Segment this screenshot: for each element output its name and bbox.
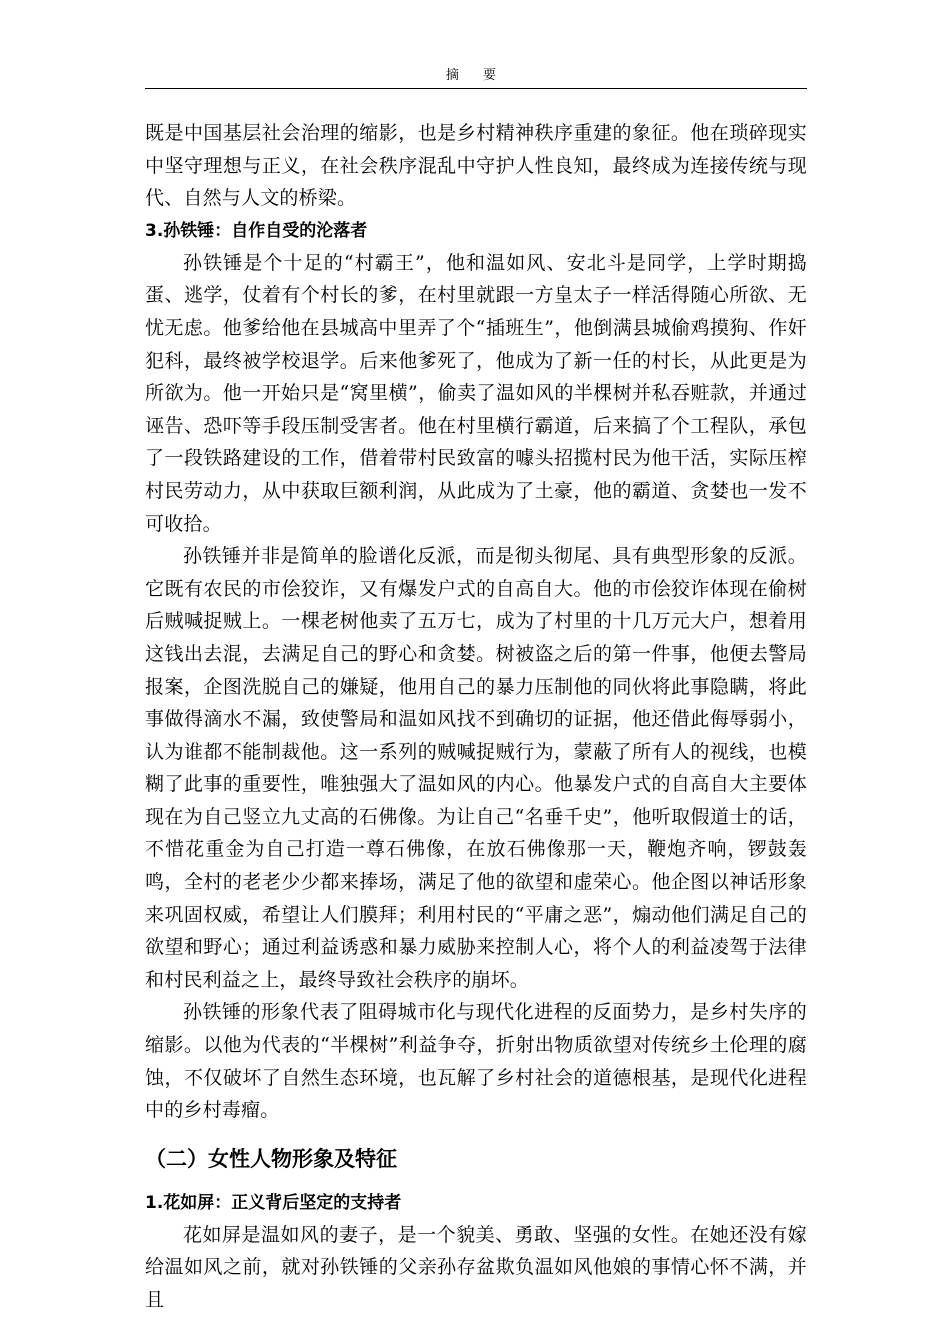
paragraph-sun-tiechui-2: 孙铁锤并非是简单的脸谱化反派，而是彻头彻尾、具有典型形象的反派。它既有农民的市侩狡诈，又有爆发户式的自高自大。他的市侩狡诈体现在偷树后贼喊捉贼上。一棵老树他卖了五万七，成为了村里的十几万元大户，想着用这钱出去混，去满足自己的野心和贪婪。树被盗之后的第一件事，他便去警局报案，企图洗脱自己的嫌疑，他用自己的暴力压制他的同伙将此事隐瞒，将此事做得滴水不漏，致使警局和温如风找不到确切的证据，他还借此侮辱弱小，认为谁都不能制裁他。这一系列的贼喊捉贼行为，蒙蔽了所有人的视线，也模糊了此事的重要性，唯独强大了温如风的内心。他暴发户式的自高自大主要体现在为自己竖立九丈高的石佛像。为让自己“名垂千史”，他听取假道士的话，不惜花重金为自己打造一尊石佛像，在放石佛像那一天，鞭炮齐响，锣鼓轰鸣，全村的老老少少都来捧场，满足了他的欲望和虚荣心。他企图以神话形象来巩固权威，希望让人们膜拜；利用村民的“平庸之恶”，煽动他们满足自己的欲望和野心；通过利益诱惑和暴力威胁来控制人心，将个人的利益凌驾于法律和村民利益之上，最终导致社会秩序的崩坏。: [145, 545, 807, 991]
subheading-sun-tiechui: 3.孙铁锤：自作自受的沦落者: [145, 220, 368, 241]
header-title: 摘 要: [445, 68, 507, 83]
paragraph-sun-tiechui-1: 孙铁锤是个十足的“村霸王”，他和温如风、安北斗是同学，上学时期捣蛋、逃学，仗着有个村长的爹，在村里就跟一方皇太子一样活得随心所欲、无忧无虑。他爹给他在县城高中里弄了个“插班生”，他倒满县城偷鸡摸狗、作奸犯科，最终被学校退学。后来他爹死了，他成为了新一任的村长，从此更是为所欲为。他一开始只是“窝里横”，偷卖了温如风的半棵树并私吞赃款，并通过诬告、恐吓等手段压制受害者。他在村里横行霸道，后来搞了个工程队，承包了一段铁路建设的工作，借着带村民致富的噱头招揽村民为他干活，实际压榨村民劳动力，从中获取巨额利润，从此成为了土豪，他的霸道、贪婪也一发不可收拾。: [145, 251, 807, 535]
paragraph-hua-ruping-1: 花如屏是温如风的妻子，是一个貌美、勇敢、坚强的女性。在她还没有嫁给温如风之前，就对孙铁锤的父亲孙存盆欺负温如风他娘的事情心怀不满，并且: [145, 1223, 807, 1311]
paragraph-sun-tiechui-3: 孙铁锤的形象代表了阻碍城市化与现代化进程的反面势力，是乡村失序的缩影。以他为代表的“半棵树”利益争夺，折射出物质欲望对传统乡土伦理的腐蚀，不仅破坏了自然生态环境，也瓦解了乡村社会的道德根基，是现代化进程中的乡村毒瘤。: [145, 1001, 807, 1122]
section-heading-female-characters: （二）女性人物形象及特征: [145, 1146, 397, 1171]
subheading-hua-ruping: 1.花如屏：正义背后坚定的支持者: [145, 1192, 402, 1213]
document-body: [145, 117, 807, 1317]
page-header: [145, 60, 807, 89]
paragraph-intro: 既是中国基层社会治理的缩影，也是乡村精神秩序重建的象征。他在琐碎现实中坚守理想与正义，在社会秩序混乱中守护人性良知，最终成为连接传统与现代、自然与人文的桥梁。: [145, 122, 807, 210]
